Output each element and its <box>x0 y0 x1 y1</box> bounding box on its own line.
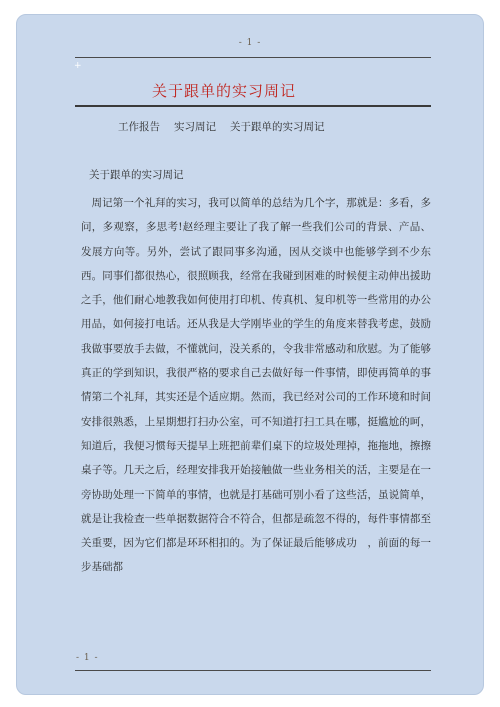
footer-page-number: - 1 - <box>76 653 99 663</box>
document-title: 关于跟单的实习周记 <box>152 82 297 100</box>
breadcrumb-item-weekly[interactable]: 实习周记 <box>174 121 216 133</box>
breadcrumb <box>118 119 325 134</box>
cursor-marker: + <box>74 61 82 71</box>
body-paragraph: 周记第一个礼拜的实习，我可以简单的总结为几个字，那就是：多看，多问，多观察，多思考!赵经理主要让了我了解一些我们公司的背景、产品、发展方向等。另外，尝试了跟同事多沟通，因从交谈中也能够学到不少东西。同事们都很热心，很照顾我，经常在我碰到困难的时候便主动伸出援助之手，他们耐心地教我如何使用打印机、传真机、复印机等一些常用的办公用品，如何接打电话。还从我是大学刚毕业的学生的角度来替我考虑，鼓励我做事要放手去做，不懂就问，没关系的，令我非常感动和欣慰。为了能够真正的学到知识，我很严格的要求自己去做好每一件事情，即使再简单的事情第二个礼拜，其实还是个适应期。然而，我已经对公司的工作环境和时间安排很熟悉，上星期想打扫办公室，可不知道打扫工具在哪，挺尴尬的呵，知道后，我便习惯每天提早上班把前辈们桌下的垃圾处理掉，拖拖地，擦擦桌子等。几天之后，经理安排我开始接触做一些业务相关的活，主要是在一旁协助处理一下简单的事情，也就是打基础可别小看了这些活，虽说简单，就是让我检查一些单据数据符合不符合，但都是疏忽不得的，每件事情都至关重要，因为它们都是环环相扣的。为了保证最后能够成功 ，前面的每一步基础都 <box>81 197 431 574</box>
header-rule <box>75 57 431 58</box>
document-page <box>16 14 484 695</box>
header-page-number: - 1 - <box>238 38 262 48</box>
breadcrumb-item-report[interactable]: 工作报告 <box>118 121 160 133</box>
footer-rule <box>75 670 431 671</box>
section-heading: 关于跟单的实习周记 <box>89 169 184 181</box>
title-rule <box>75 105 431 107</box>
breadcrumb-item-current[interactable]: 关于跟单的实习周记 <box>230 121 325 133</box>
